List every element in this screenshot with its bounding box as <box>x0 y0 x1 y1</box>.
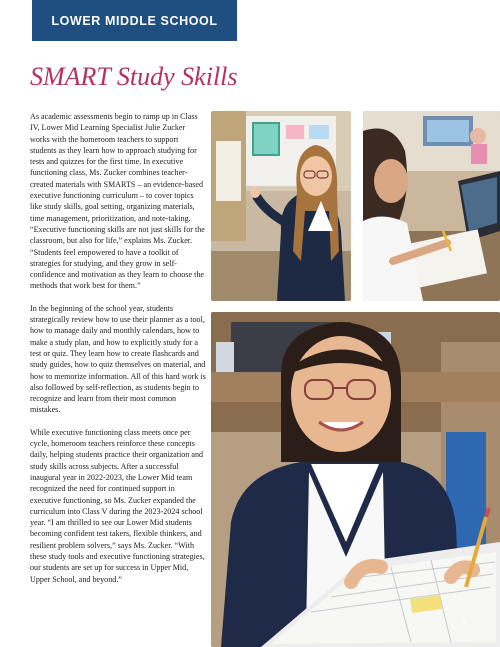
paragraph-3: While executive functioning class meets once per cycle, homeroom teachers reinforce these concepts daily, helping students practice their organization and study skills across subjects. After a successful inaugural year in 2022-2023, the Lower Mid team recognized the need for continued support in executive functioning, so Ms. Zucker expanded the curriculum into Class V during the 2023-2024 school year. “I am thrilled to see our Lower Mid students becoming confident test takers, flexible thinkers, and resilient problem solvers,” says Ms. Zucker. “With these study tools and executive functioning strategies, our students are set up for success in Upper Mid, Upper School, and beyond.” <box>30 427 205 584</box>
paragraph-1: As academic assessments begin to ramp up in Class IV, Lower Mid Learning Specialist Julie Zucker works with the homeroom teachers to support students as they learn how to approach studying for tests and quizzes for the first time. In executive functioning class, Ms. Zucker combines teacher-created materials with SMARTS – an evidence-based executive functioning curriculum – to cover topics like study skills, goal setting, organizing materials, time management, prioritization, and note-taking. “Executive functioning skills are not just skills for the classroom, but also for life,” explains Ms. Zucker. “Students feel empowered to have a toolkit of strategies for studying, and they grow in self-confidence and motivation as they learn to choose the methods that work best for them.” <box>30 112 205 291</box>
section-banner <box>32 0 237 41</box>
article-title: SMART Study Skills <box>30 62 238 91</box>
article-body <box>30 111 206 596</box>
photo-student-with-planner <box>211 312 500 647</box>
paragraph-2: In the beginning of the school year, students strategically review how to use their planner as a tool, how to manage daily and monthly calendars, how to make a study plan, and how to explicitly study for a test or quiz. They learn how to create flashcards and study guides, how to quiz themselves on material, and how to memorize information. All of this hard work is also followed by self-reflection, as students begin to recognize and learn from their most common mistakes. <box>30 303 206 415</box>
page-number: 5 <box>462 618 467 627</box>
photo-student-with-laptop <box>363 111 500 301</box>
banner-label: LOWER MIDDLE SCHOOL <box>51 13 218 28</box>
photo-student-at-board <box>211 111 351 301</box>
